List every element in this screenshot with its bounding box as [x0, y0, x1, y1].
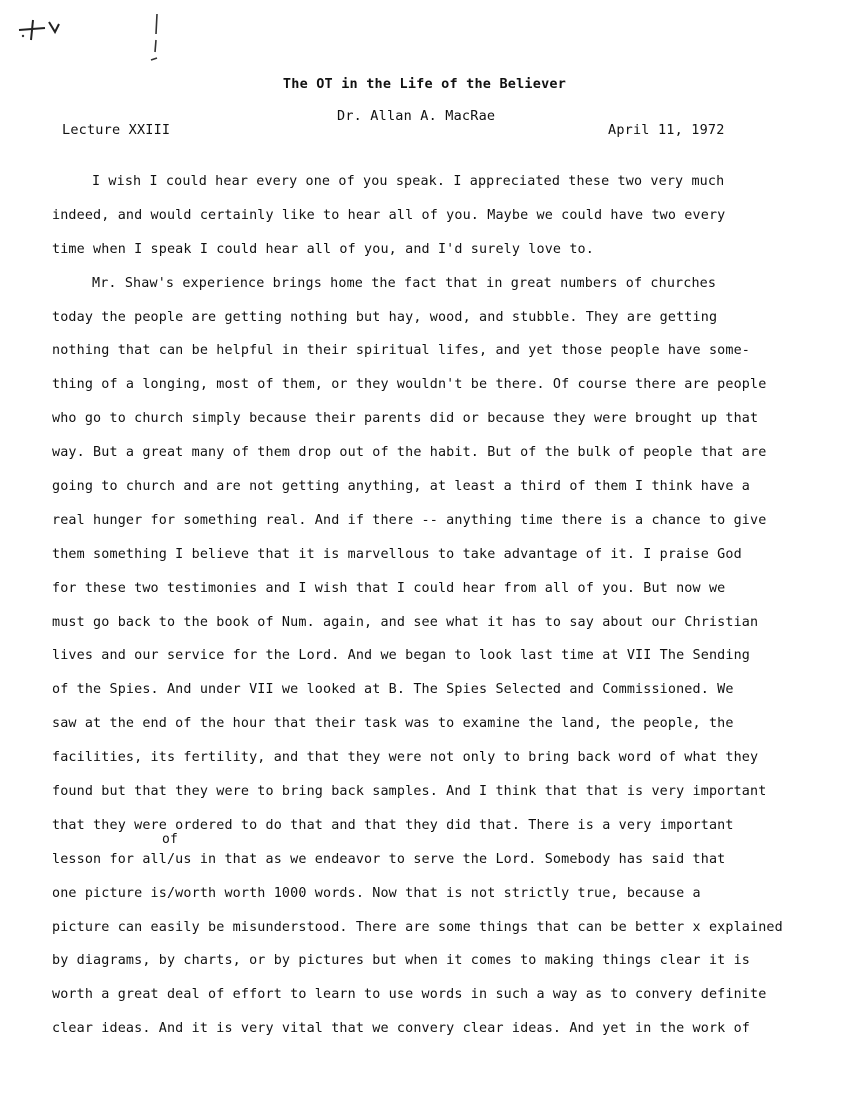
handwritten-insertion: of [162, 832, 179, 847]
text-line: found but that they were to bring back samples. And I think that that is very important [52, 784, 767, 800]
pen-scribble-icon [15, 8, 175, 68]
text-line: today the people are getting nothing but hay, wood, and stubble. They are getting [52, 309, 718, 325]
text-line: time when I speak I could hear all of you, and I'd surely love to. [52, 241, 594, 257]
text-line: for these two testimonies and I wish that I could hear from all of you. But now we [52, 580, 726, 596]
text-line: worth a great deal of effort to learn to use words in such a way as to convery definite [52, 987, 767, 1003]
text-line: them something I believe that it is marvellous to take advantage of it. I praise God [52, 546, 742, 562]
document-title: The OT in the Life of the Believer [282, 76, 567, 92]
text-line: who go to church simply because their parents did or because they were brought up that [52, 411, 759, 427]
text-line: indeed, and would certainly like to hear all of you. Maybe we could have two every [52, 207, 726, 223]
text-line: picture can easily be misunderstood. There are some things that can be better x explained [52, 919, 783, 935]
text-line: facilities, its fertility, and that they were not only to bring back word of what they [52, 750, 759, 766]
text-line: going to church and are not getting anything, at least a third of them I think have a [52, 479, 751, 495]
lecture-body [52, 172, 842, 1053]
text-line: real hunger for something real. And if there -- anything time there is a chance to give [52, 512, 767, 528]
text-line: must go back to the book of Num. again, and see what it has to say about our Christian [52, 614, 759, 630]
text-line: that they were ordered to do that and that they did that. There is a very important [52, 817, 734, 833]
text-line: thing of a longing, most of them, or they wouldn't be there. Of course there are people [52, 377, 767, 393]
text-line: saw at the end of the hour that their task was to examine the land, the people, the [52, 716, 734, 732]
corner-handwritten-marks [15, 8, 175, 68]
text-line: I wish I could hear every one of you speak. I appreciated these two very much [92, 174, 725, 189]
text-line: clear ideas. And it is very vital that we convery clear ideas. And yet in the work of [52, 1021, 751, 1037]
lecture-number: Lecture XXIII [62, 122, 171, 138]
author-line: Dr. Allan A. MacRae [337, 108, 496, 124]
text-line: nothing that can be helpful in their spiritual lifes, and yet those people have some- [52, 343, 751, 359]
text-line: of the Spies. And under VII we looked at B. The Spies Selected and Commissioned. We [52, 682, 734, 698]
text-line: Mr. Shaw's experience brings home the fact that in great numbers of churches [92, 275, 717, 291]
text-line: one picture is/worth worth 1000 words. Now that is not strictly true, because a [52, 885, 701, 901]
text-line: lesson for all/us in that as we endeavor to serve the Lord. Somebody has said that [52, 851, 726, 867]
lecture-date: April 11, 1972 [608, 122, 725, 138]
text-line: by diagrams, by charts, or by pictures but when it comes to making things clear it is [52, 953, 751, 969]
text-line: way. But a great many of them drop out of the habit. But of the bulk of people that are [52, 445, 767, 461]
text-line: lives and our service for the Lord. And we began to look last time at VII The Sending [52, 648, 751, 664]
